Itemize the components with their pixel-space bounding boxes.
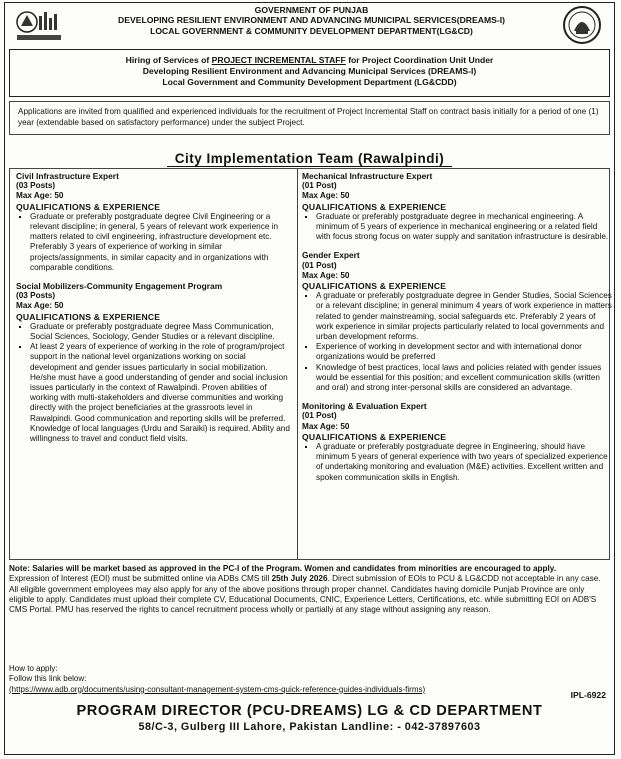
section-title (5, 151, 614, 166)
eoi-deadline: 25th July 2026 (271, 574, 328, 584)
positions-left-column (16, 171, 294, 449)
eoi-text-a: Expression of Interest (EOI) must be submitted online via ADBs CMS till (9, 574, 270, 584)
qualifications-heading: QUALIFICATIONS & EXPERIENCE (16, 311, 161, 322)
qualification-item: ▪ At least 2 years of experience of working in the role of program/project support in the national level organizations working on social development and gender issues particularly in social mobilization. He/she must have a good understanding of gender and social inclusion issues particularly in the context of Rawalpindi. Proven abilities of working with multi-stakeholders and diverse communities and working directly with the project beneficiaries at the grassroots level in Rawalpindi. Good communication and reporting skills will be preferred. Knowledge of local languages (Urdu and Saraiki) is required. Ability and willingness to travel and conduct field visits. (30, 342, 294, 444)
position-age: Max Age: 50 (302, 270, 350, 280)
position-posts: (01 Post) (302, 181, 337, 191)
section-title-text: City Implementation Team (Rawalpindi) (167, 151, 453, 167)
how-to-apply-label: How to apply: (9, 664, 58, 673)
address-line: 58/C-3, Gulberg III Lahore, Pakistan Landline: - 042-37897603 (138, 721, 481, 733)
qualification-item: ▪ Graduate or preferably postgraduate degree Civil Engineering or a relevant discipline; in general, 5 years of relevant work experience in matters related to civil engineering, infrastructure development etc. Preferably 3 years of experience of working in similar projects/assignments, in similar capacity and in organizations with comparable conditions. (30, 212, 294, 273)
footer (5, 703, 614, 734)
position-block (16, 171, 294, 273)
hiring-box (9, 49, 610, 97)
positions-right-column (302, 171, 612, 488)
position-posts: (03 Posts) (16, 291, 56, 301)
hiring-prefix: Hiring of Services of (125, 55, 210, 65)
position-posts: (03 Posts) (16, 181, 56, 191)
position-block (16, 281, 294, 444)
apply-link[interactable]: (https://www.adb.org/documents/using-consultant-management-system-cms-quick-reference-guides-individuals-firms) (9, 684, 426, 694)
hiring-line-1 (10, 55, 609, 66)
qualifications-list (16, 212, 294, 273)
position-title: Mechanical Infrastructure Expert (302, 171, 433, 181)
how-to-apply (9, 664, 610, 695)
qualification-item: ▪ Graduate or preferably postgraduate degree in mechanical engineering. A minimum of 5 years of experience in mechanical engineering or a related field with focus strong focus on water supply and sanitation infrastructure is desirable. (316, 212, 612, 243)
follow-link-label: Follow this link below: (9, 674, 87, 684)
qualifications-list (302, 291, 612, 393)
position-posts: (01 Post) (302, 260, 337, 270)
header (5, 3, 614, 47)
qualification-item: ▪ Graduate or preferably postgraduate degree Mass Communication, Social Sciences, Sociology, Gender Studies or a relevant discipline. (30, 322, 294, 342)
qualification-item: ▪ A graduate or preferably postgraduate degree in Gender Studies, Social Sciences or a relevant discipline; in general minimum 4 years of work experience in matters related to gender mainstreaming, social safeguards etc. Preferably 2 years of work experience in similar projects particularly related to local governments and urban development reforms. (316, 291, 612, 342)
positions-box (9, 168, 610, 560)
qualifications-list (302, 212, 612, 243)
eoi-text-b: . Direct submission of EOIs to PCU & LG&CDD not acceptable in any case. All eligible government employees may also apply for any of the above positions through proper channel. Candidates having domicile Punjab Province are only eligible to apply. Candidates must upload their complete CV, Educational Documents, CNIC, Experience Letters, Certifications, etc. while submitting EOI on ADB'S CMS Portal. PMU has reserved the rights to cancel recruitment process wholly or partially at any stage without assigning any reason. (9, 574, 601, 615)
position-block (302, 250, 612, 393)
qualifications-heading: QUALIFICATIONS & EXPERIENCE (302, 201, 447, 212)
intro-paragraph: Applications are invited from qualified and experienced individuals for the recruitment of Project Incremental Staff on contract basis initially for a period of one (1) year (extendable based on satisfactory performance) under the subject Project. (9, 101, 610, 135)
hiring-suffix: for Project Coordination Unit Under (348, 55, 494, 65)
ipl-number: IPL-6922 (570, 690, 606, 700)
hiring-highlight: PROJECT INCREMENTAL STAFF (211, 55, 346, 65)
position-title: Social Mobilizers-Community Engagement Program (16, 281, 223, 292)
position-title: Gender Expert (302, 250, 360, 261)
advertisement-page (4, 2, 615, 755)
column-divider (297, 169, 298, 559)
position-block (302, 401, 612, 483)
position-age: Max Age: 50 (16, 301, 64, 311)
position-title: Monitoring & Evaluation Expert (302, 401, 427, 412)
department-name: LOCAL GOVERNMENT & COMMUNITY DEVELOPMENT DEPARTMENT(LG&CD) (150, 25, 473, 36)
punjab-emblem-icon (562, 5, 602, 45)
position-title: Civil Infrastructure Expert (16, 171, 119, 181)
qualification-item: ▪ Knowledge of best practices, local laws and policies related with gender issues would be essential for this position; and excellent communication skills (written and oral) and strong inter-personal skills are considered an advantage. (316, 363, 612, 394)
hiring-line-2: Developing Resilient Environment and Advancing Municipal Services (DREAMS-I) (142, 66, 477, 76)
program-name: DEVELOPING RESILIENT ENVIRONMENT AND ADVANCING MUNICIPAL SERVICES(DREAMS-I) (118, 15, 505, 26)
position-block (302, 171, 612, 242)
position-age: Max Age: 50 (302, 191, 350, 201)
position-age: Max Age: 50 (302, 421, 350, 431)
hiring-line-3: Local Government and Community Development Department (LG&CDD) (162, 77, 457, 87)
note-section (9, 564, 610, 615)
qualifications-heading: QUALIFICATIONS & EXPERIENCE (302, 281, 447, 292)
qualification-item: ▪ Experience of working in development sector and with international donor organizations would be preferred (316, 342, 612, 362)
qualifications-heading: QUALIFICATIONS & EXPERIENCE (16, 201, 161, 212)
eoi-paragraph (9, 574, 610, 615)
salary-note: Note: Salaries will be market based as approved in the PC-I of the Program. Women and candidates from minorities are encouraged to apply. (9, 564, 557, 573)
government-name: GOVERNMENT OF PUNJAB (254, 5, 369, 15)
position-age: Max Age: 50 (16, 191, 64, 201)
program-director: PROGRAM DIRECTOR (PCU-DREAMS) LG & CD DEPARTMENT (76, 703, 543, 719)
qualifications-heading: QUALIFICATIONS & EXPERIENCE (302, 431, 447, 442)
dreams-logo-icon (13, 6, 65, 44)
qualifications-list (16, 322, 294, 444)
position-posts: (01 Post) (302, 411, 337, 421)
qualification-item: ▪ A graduate or preferably postgraduate degree in Engineering, should have minimum 5 years of general experience with two years of specialized experience of undertaking monitoring and evaluation (M&E) activities. Excellent written and spoken communication skills in English. (316, 442, 612, 483)
qualifications-list (302, 442, 612, 483)
